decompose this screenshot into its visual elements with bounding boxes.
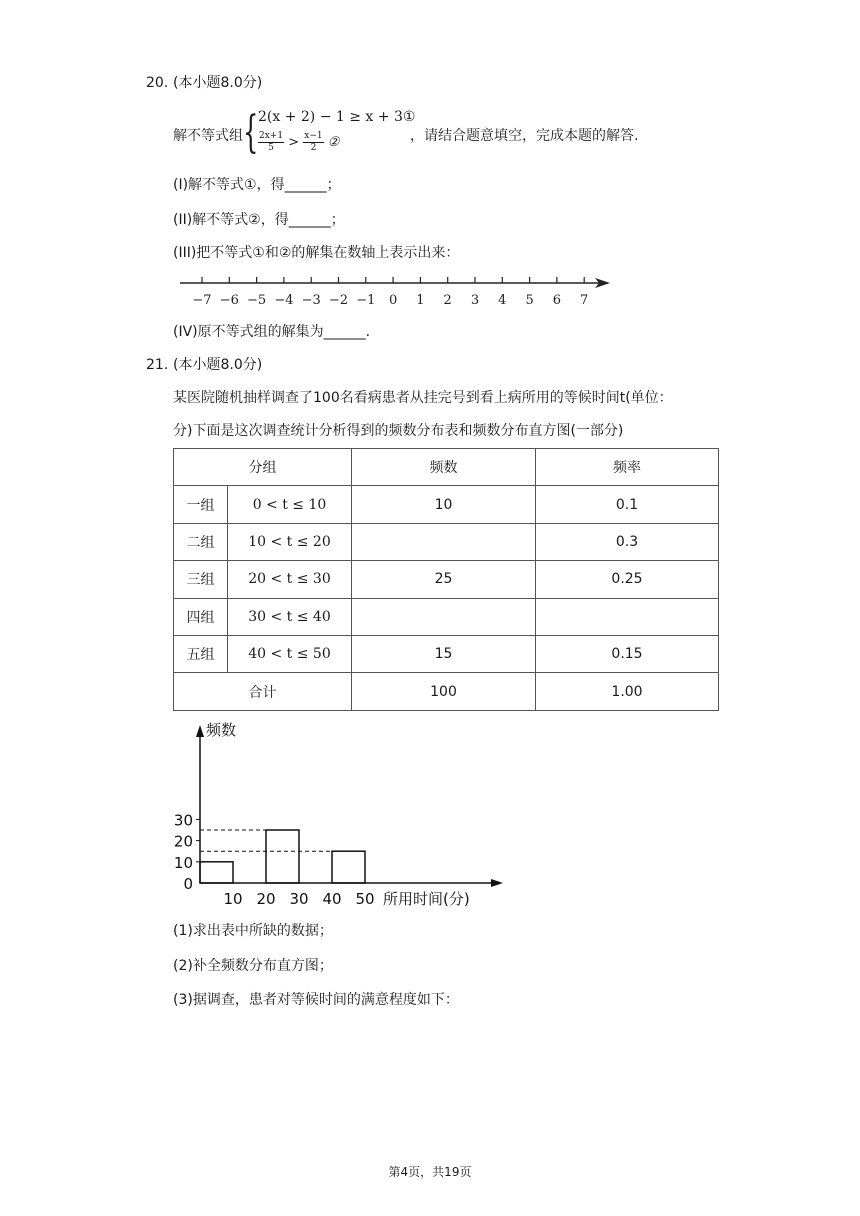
cell-count: 25 xyxy=(352,561,536,598)
cell-range: 40 < t ≤ 50 xyxy=(228,635,352,672)
q21-sub-2: (2)补全频数分布直方图； xyxy=(173,958,333,974)
cell-range: 20 < t ≤ 30 xyxy=(228,561,352,598)
number-line-label: 0 xyxy=(388,293,398,308)
y-tick-label: 20 xyxy=(173,832,193,851)
q20-step-4: (IV)原不等式组的解集为______. xyxy=(173,324,371,340)
y-tick-label: 10 xyxy=(173,853,193,872)
number-line-label: 5 xyxy=(525,293,534,308)
y-axis-arrow xyxy=(196,725,204,737)
histogram-bar xyxy=(266,830,299,883)
y-tick-label: 30 xyxy=(173,811,193,830)
x-tick-label: 30 xyxy=(289,890,309,908)
q21-score: (本小题8.0分) xyxy=(173,357,263,373)
cell-group: 二组 xyxy=(174,523,228,560)
q20-step-1: (I)解不等式①，得______； xyxy=(173,177,341,193)
q21-intro-line-1: 某医院随机抽样调查了100名看病患者从挂完号到看上病所用的等候时间t(单位： xyxy=(173,390,673,406)
header-frequency: 频率 xyxy=(536,449,719,486)
table-header-row xyxy=(174,449,719,486)
q20-inequality-1: 2(x + 2) − 1 ≥ x + 3① xyxy=(258,109,416,125)
q20-score: (本小题8.0分) xyxy=(173,75,263,91)
cell-group: 五组 xyxy=(174,635,228,672)
table-row xyxy=(174,561,719,598)
histogram-bar xyxy=(332,851,365,883)
fraction-1: $\frac{2x+1}{5}$ xyxy=(259,131,284,153)
header-group: 分组 xyxy=(174,449,352,486)
q20-intro-suffix: ，请结合题意填空，完成本题的解答. xyxy=(410,128,639,144)
q21-number: 21. xyxy=(146,357,169,373)
number-line-label: 1 xyxy=(416,293,425,308)
number-line-label: 6 xyxy=(552,293,562,308)
number-line-label: 4 xyxy=(498,293,507,308)
x-axis-arrow xyxy=(491,879,503,887)
table-row xyxy=(174,486,719,523)
system-brace: { xyxy=(243,107,259,158)
q20-inequality-2: $\frac{2x+1}{5}$ > $\frac{x-1}{2}$ ② xyxy=(259,131,340,153)
cell-count: 15 xyxy=(352,635,536,672)
table-row xyxy=(174,598,719,635)
frequency-table xyxy=(173,448,719,711)
cell-count: 10 xyxy=(352,486,536,523)
number-line-label: −7 xyxy=(192,293,212,308)
cell-count xyxy=(352,523,536,560)
cell-frequency: 0.1 xyxy=(536,486,719,523)
q20-intro-prefix: 解不等式组 xyxy=(173,128,243,144)
cell-total-frequency: 1.00 xyxy=(536,673,719,710)
number-line-label: −4 xyxy=(274,293,294,308)
q20-number: 20. xyxy=(146,75,169,91)
cell-total-count: 100 xyxy=(352,673,536,710)
number-line xyxy=(170,270,620,312)
q21-sub-1: (1)求出表中所缺的数据； xyxy=(173,923,333,939)
cell-group: 三组 xyxy=(174,561,228,598)
cell-frequency: 0.25 xyxy=(536,561,719,598)
number-line-label: 3 xyxy=(470,293,480,308)
y-axis-label: 频数 xyxy=(206,721,237,739)
q21-sub-3: (3)据调查，患者对等候时间的满意程度如下： xyxy=(173,992,459,1008)
table-row xyxy=(174,635,719,672)
number-line-label: −5 xyxy=(247,293,267,308)
number-line-label: −6 xyxy=(219,293,239,308)
cell-range: 10 < t ≤ 20 xyxy=(228,523,352,560)
y-tick-label: 0 xyxy=(183,875,193,893)
fraction-2: $\frac{x-1}{2}$ xyxy=(304,131,323,153)
cell-range: 0 < t ≤ 10 xyxy=(228,486,352,523)
table-total-row xyxy=(174,673,719,710)
x-axis-label: 所用时间(分) xyxy=(383,890,470,908)
number-line-label: 2 xyxy=(443,293,452,308)
cell-count xyxy=(352,598,536,635)
table-row xyxy=(174,523,719,560)
number-line-label: −2 xyxy=(328,293,349,308)
cell-range: 30 < t ≤ 40 xyxy=(228,598,352,635)
cell-frequency: 0.3 xyxy=(536,523,719,560)
frequency-histogram xyxy=(165,715,525,915)
number-line-label: −3 xyxy=(301,293,321,308)
q21-intro-line-2: 分)下面是这次调查统计分析得到的频数分布表和频数分布直方图(一部分) xyxy=(173,423,624,439)
cell-frequency xyxy=(536,598,719,635)
number-line-label: 7 xyxy=(580,293,589,308)
cell-group: 一组 xyxy=(174,486,228,523)
page-footer: 第4页，共19页 xyxy=(388,1165,472,1179)
x-tick-label: 10 xyxy=(223,890,243,908)
x-tick-label: 50 xyxy=(355,890,375,908)
q20-step-2: (II)解不等式②，得______； xyxy=(173,212,345,228)
cell-total-label: 合计 xyxy=(174,673,352,710)
histogram-bar xyxy=(200,862,233,883)
cell-group: 四组 xyxy=(174,598,228,635)
x-tick-label: 40 xyxy=(322,890,342,908)
q20-step-3: (III)把不等式①和②的解集在数轴上表示出来： xyxy=(173,245,460,261)
x-tick-label: 20 xyxy=(256,890,276,908)
cell-frequency: 0.15 xyxy=(536,635,719,672)
header-count: 频数 xyxy=(352,449,536,486)
number-line-label: −1 xyxy=(356,293,376,308)
